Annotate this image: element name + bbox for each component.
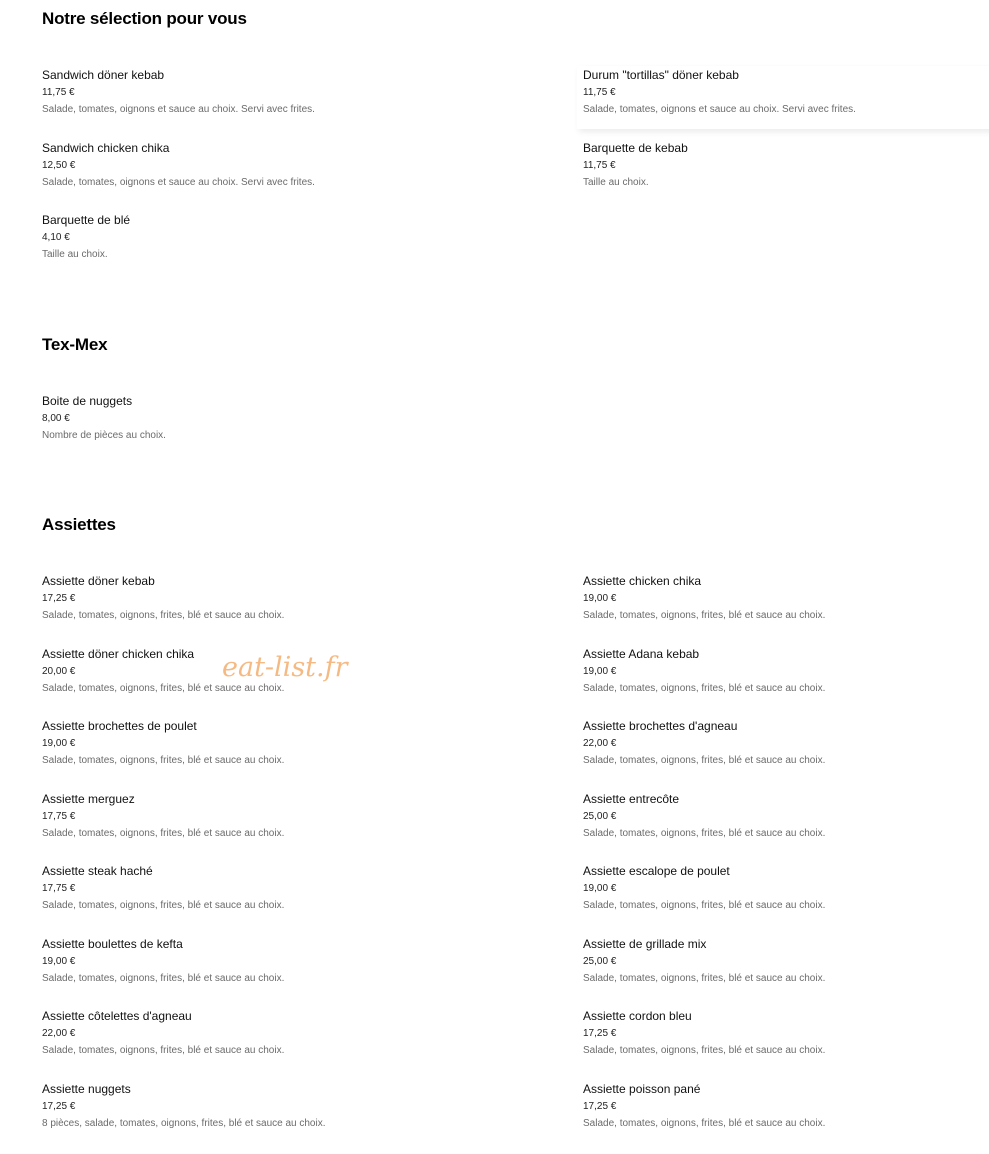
menu-page [42,0,989,1154]
menu-item-description: Salade, tomates, oignons, frites, blé et sauce au choix. [42,899,583,912]
menu-item-name: Assiette côtelettes d'agneau [42,1009,583,1024]
menu-item-name: Assiette entrecôte [583,792,989,807]
menu-item-description: Salade, tomates, oignons, frites, blé et sauce au choix. [42,754,583,767]
menu-item-price: 11,75 € [42,86,583,99]
menu-item-description: Salade, tomates, oignons, frites, blé et sauce au choix. [42,682,583,695]
menu-item[interactable] [583,792,989,865]
menu-item-name: Assiette brochettes de poulet [42,719,583,734]
menu-item-name: Sandwich döner kebab [42,68,583,83]
menu-item[interactable] [583,647,989,720]
menu-item-description: Salade, tomates, oignons et sauce au choix. Servi avec frites. [42,176,583,189]
menu-item-price: 25,00 € [583,810,989,823]
menu-item[interactable] [42,719,583,792]
menu-item-name: Durum "tortillas" döner kebab [583,68,989,83]
menu-item-name: Assiette steak haché [42,864,583,879]
menu-item-price: 11,75 € [583,159,989,172]
menu-item-price: 4,10 € [42,231,583,244]
menu-item-name: Assiette chicken chika [583,574,989,589]
menu-item-description: Salade, tomates, oignons, frites, blé et sauce au choix. [583,754,989,767]
menu-item-description: Salade, tomates, oignons, frites, blé et sauce au choix. [42,1044,583,1057]
menu-item[interactable] [583,719,989,792]
menu-item-description: Salade, tomates, oignons, frites, blé et sauce au choix. [583,682,989,695]
menu-item-description: Salade, tomates, oignons, frites, blé et sauce au choix. [42,609,583,622]
menu-item-price: 25,00 € [583,955,989,968]
menu-item-name: Assiette de grillade mix [583,937,989,952]
menu-item[interactable] [42,647,583,720]
menu-item-name: Assiette cordon bleu [583,1009,989,1024]
menu-item[interactable] [42,1082,583,1154]
menu-item[interactable] [583,937,989,1010]
menu-item-price: 19,00 € [583,882,989,895]
menu-item-price: 17,75 € [42,882,583,895]
menu-item-price: 17,75 € [42,810,583,823]
menu-item-price: 12,50 € [42,159,583,172]
menu-item[interactable] [583,864,989,937]
menu-item-name: Assiette Adana kebab [583,647,989,662]
menu-item-price: 19,00 € [42,955,583,968]
menu-item[interactable] [583,68,989,141]
menu-item-name: Assiette merguez [42,792,583,807]
menu-item-price: 17,25 € [583,1027,989,1040]
menu-item-name: Assiette brochettes d'agneau [583,719,989,734]
menu-item[interactable] [42,937,583,1010]
menu-item-price: 19,00 € [583,592,989,605]
menu-item-name: Assiette nuggets [42,1082,583,1097]
menu-grid-selection [42,68,989,286]
menu-item[interactable] [583,574,989,647]
menu-item-price: 22,00 € [583,737,989,750]
menu-item-name: Assiette escalope de poulet [583,864,989,879]
menu-item-price: 22,00 € [42,1027,583,1040]
menu-item-description: Salade, tomates, oignons, frites, blé et sauce au choix. [583,1117,989,1130]
menu-item-description: Salade, tomates, oignons, frites, blé et sauce au choix. [42,827,583,840]
section-title-tex-mex: Tex-Mex [42,326,989,394]
menu-item-price: 19,00 € [42,737,583,750]
menu-item-price: 8,00 € [42,412,583,425]
menu-item-description: Salade, tomates, oignons, frites, blé et sauce au choix. [42,972,583,985]
section-title-assiettes: Assiettes [42,506,989,574]
menu-item[interactable] [583,141,989,214]
menu-item-name: Assiette poisson pané [583,1082,989,1097]
menu-item-name: Assiette döner chicken chika [42,647,583,662]
menu-item[interactable] [42,141,583,214]
menu-item-description: Taille au choix. [42,248,583,261]
menu-item[interactable] [583,1082,989,1154]
menu-item[interactable] [42,394,583,467]
watermark-text: eat-list.fr [222,652,348,683]
menu-item-description: Salade, tomates, oignons, frites, blé et sauce au choix. [583,899,989,912]
menu-item-price: 17,25 € [583,1100,989,1113]
menu-item-name: Sandwich chicken chika [42,141,583,156]
menu-item-name: Barquette de kebab [583,141,989,156]
menu-item[interactable] [42,68,583,141]
menu-item-price: 17,25 € [42,1100,583,1113]
menu-item-name: Assiette boulettes de kefta [42,937,583,952]
menu-item-description: Salade, tomates, oignons, frites, blé et sauce au choix. [583,827,989,840]
menu-item-name: Barquette de blé [42,213,583,228]
menu-item-description: 8 pièces, salade, tomates, oignons, frites, blé et sauce au choix. [42,1117,583,1130]
menu-item-price: 20,00 € [42,665,583,678]
menu-item-name: Assiette döner kebab [42,574,583,589]
menu-item[interactable] [42,864,583,937]
menu-item-description: Salade, tomates, oignons, frites, blé et sauce au choix. [583,1044,989,1057]
menu-grid-assiettes [42,574,989,1154]
section-title-selection: Notre sélection pour vous [42,0,989,68]
menu-item-description: Salade, tomates, oignons, frites, blé et sauce au choix. [583,609,989,622]
menu-item[interactable] [42,792,583,865]
menu-item-name: Boite de nuggets [42,394,583,409]
menu-item-description: Salade, tomates, oignons, frites, blé et sauce au choix. [583,972,989,985]
menu-item-description: Taille au choix. [583,176,989,189]
menu-item[interactable] [42,574,583,647]
menu-item-price: 19,00 € [583,665,989,678]
menu-item-price: 11,75 € [583,86,989,99]
menu-grid-tex-mex [42,394,989,467]
menu-item-description: Salade, tomates, oignons et sauce au choix. Servi avec frites. [42,103,583,116]
menu-item-description: Salade, tomates, oignons et sauce au choix. Servi avec frites. [583,103,989,116]
menu-item-price: 17,25 € [42,592,583,605]
menu-item[interactable] [42,213,583,286]
menu-item-description: Nombre de pièces au choix. [42,429,583,442]
